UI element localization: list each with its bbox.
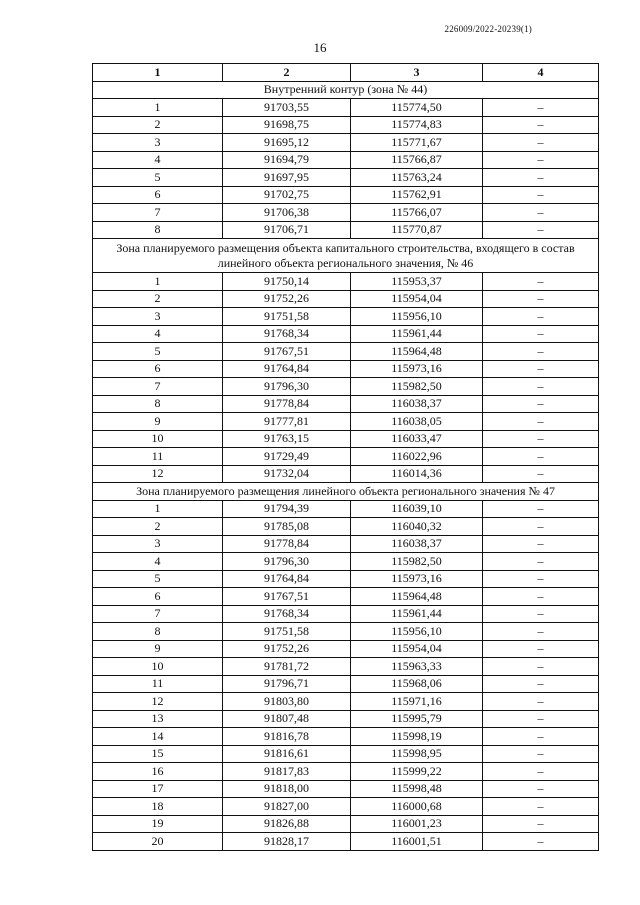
point-number-cell: 6 [93,360,223,378]
table-row [93,204,599,222]
note-cell: – [483,710,599,728]
x-coordinate-cell: 91778,84 [223,535,351,553]
note-cell: – [483,273,599,291]
table-row [93,798,599,816]
note-cell: – [483,116,599,134]
note-cell: – [483,290,599,308]
note-cell: – [483,308,599,326]
header-cell: 4 [483,64,599,82]
table-row [93,448,599,466]
note-cell: – [483,343,599,361]
point-number-cell: 12 [93,465,223,483]
point-number-cell: 3 [93,535,223,553]
x-coordinate-cell: 91796,71 [223,675,351,693]
document-id: 226009/2022-20239(1) [444,24,532,34]
note-cell: – [483,815,599,833]
x-coordinate-cell: 91703,55 [223,99,351,117]
x-coordinate-cell: 91752,26 [223,640,351,658]
x-coordinate-cell: 91767,51 [223,588,351,606]
point-number-cell: 8 [93,395,223,413]
note-cell: – [483,430,599,448]
y-coordinate-cell: 115999,22 [351,763,483,781]
x-coordinate-cell: 91816,78 [223,728,351,746]
table-row [93,658,599,676]
table-row [93,605,599,623]
y-coordinate-cell: 115956,10 [351,623,483,641]
note-cell: – [483,204,599,222]
table-row [93,815,599,833]
table-row [93,570,599,588]
table-row [93,430,599,448]
table-row [93,99,599,117]
x-coordinate-cell: 91796,30 [223,553,351,571]
y-coordinate-cell: 116038,05 [351,413,483,431]
note-cell: – [483,518,599,536]
y-coordinate-cell: 115964,48 [351,343,483,361]
point-number-cell: 17 [93,780,223,798]
note-cell: – [483,763,599,781]
point-number-cell: 2 [93,518,223,536]
table-row [93,535,599,553]
y-coordinate-cell: 115971,16 [351,693,483,711]
x-coordinate-cell: 91732,04 [223,465,351,483]
note-cell: – [483,151,599,169]
table-row [93,710,599,728]
section-title: Зона планируемого размещения объекта капитального строительства, входящего в состав линейного объекта регионального значения, № 46 [93,239,599,273]
point-number-cell: 1 [93,500,223,518]
table-row [93,221,599,239]
x-coordinate-cell: 91764,84 [223,360,351,378]
x-coordinate-cell: 91729,49 [223,448,351,466]
point-number-cell: 7 [93,378,223,396]
point-number-cell: 2 [93,116,223,134]
note-cell: – [483,465,599,483]
point-number-cell: 10 [93,430,223,448]
point-number-cell: 7 [93,204,223,222]
table-row [93,290,599,308]
y-coordinate-cell: 115956,10 [351,308,483,326]
y-coordinate-cell: 116038,37 [351,395,483,413]
x-coordinate-cell: 91817,83 [223,763,351,781]
table-row [93,308,599,326]
table-row [93,378,599,396]
note-cell: – [483,378,599,396]
x-coordinate-cell: 91768,34 [223,605,351,623]
y-coordinate-cell: 115953,37 [351,273,483,291]
table-row [93,745,599,763]
table-row [93,675,599,693]
y-coordinate-cell: 115770,87 [351,221,483,239]
x-coordinate-cell: 91697,95 [223,169,351,187]
note-cell: – [483,99,599,117]
y-coordinate-cell: 115998,19 [351,728,483,746]
table-row [93,413,599,431]
note-cell: – [483,535,599,553]
y-coordinate-cell: 115995,79 [351,710,483,728]
point-number-cell: 3 [93,134,223,152]
y-coordinate-cell: 116040,32 [351,518,483,536]
x-coordinate-cell: 91778,84 [223,395,351,413]
table-row [93,763,599,781]
point-number-cell: 15 [93,745,223,763]
table-row [93,693,599,711]
y-coordinate-cell: 115973,16 [351,570,483,588]
y-coordinate-cell: 115961,44 [351,325,483,343]
point-number-cell: 8 [93,221,223,239]
point-number-cell: 1 [93,273,223,291]
note-cell: – [483,186,599,204]
header-cell: 3 [351,64,483,82]
x-coordinate-cell: 91764,84 [223,570,351,588]
x-coordinate-cell: 91818,00 [223,780,351,798]
section-title-row [93,239,599,273]
table-row [93,360,599,378]
table-row [93,553,599,571]
y-coordinate-cell: 115964,48 [351,588,483,606]
y-coordinate-cell: 115954,04 [351,640,483,658]
x-coordinate-cell: 91706,71 [223,221,351,239]
point-number-cell: 1 [93,99,223,117]
point-number-cell: 3 [93,308,223,326]
point-number-cell: 6 [93,186,223,204]
table-row [93,833,599,851]
y-coordinate-cell: 116001,51 [351,833,483,851]
point-number-cell: 4 [93,151,223,169]
point-number-cell: 20 [93,833,223,851]
x-coordinate-cell: 91702,75 [223,186,351,204]
note-cell: – [483,588,599,606]
x-coordinate-cell: 91781,72 [223,658,351,676]
note-cell: – [483,623,599,641]
y-coordinate-cell: 115766,07 [351,204,483,222]
header-cell: 2 [223,64,351,82]
point-number-cell: 5 [93,169,223,187]
x-coordinate-cell: 91768,34 [223,325,351,343]
x-coordinate-cell: 91826,88 [223,815,351,833]
y-coordinate-cell: 116033,47 [351,430,483,448]
x-coordinate-cell: 91751,58 [223,623,351,641]
table-row [93,273,599,291]
y-coordinate-cell: 116038,37 [351,535,483,553]
point-number-cell: 7 [93,605,223,623]
y-coordinate-cell: 115762,91 [351,186,483,204]
x-coordinate-cell: 91767,51 [223,343,351,361]
y-coordinate-cell: 115998,48 [351,780,483,798]
note-cell: – [483,448,599,466]
note-cell: – [483,798,599,816]
x-coordinate-cell: 91803,80 [223,693,351,711]
section-title-row [93,483,599,501]
y-coordinate-cell: 115766,87 [351,151,483,169]
y-coordinate-cell: 115982,50 [351,553,483,571]
y-coordinate-cell: 115998,95 [351,745,483,763]
table-row [93,518,599,536]
table-row [93,343,599,361]
table-row [93,395,599,413]
point-number-cell: 4 [93,553,223,571]
point-number-cell: 19 [93,815,223,833]
table-row [93,588,599,606]
note-cell: – [483,221,599,239]
note-cell: – [483,134,599,152]
table-row [93,134,599,152]
point-number-cell: 18 [93,798,223,816]
note-cell: – [483,780,599,798]
table-row [93,500,599,518]
x-coordinate-cell: 91816,61 [223,745,351,763]
section-title: Внутренний контур (зона № 44) [93,81,599,99]
header-cell: 1 [93,64,223,82]
note-cell: – [483,360,599,378]
point-number-cell: 9 [93,413,223,431]
x-coordinate-cell: 91828,17 [223,833,351,851]
point-number-cell: 16 [93,763,223,781]
y-coordinate-cell: 115982,50 [351,378,483,396]
y-coordinate-cell: 116039,10 [351,500,483,518]
note-cell: – [483,325,599,343]
x-coordinate-cell: 91796,30 [223,378,351,396]
x-coordinate-cell: 91750,14 [223,273,351,291]
note-cell: – [483,658,599,676]
note-cell: – [483,693,599,711]
note-cell: – [483,570,599,588]
note-cell: – [483,395,599,413]
point-number-cell: 6 [93,588,223,606]
point-number-cell: 5 [93,570,223,588]
table-row [93,623,599,641]
note-cell: – [483,413,599,431]
point-number-cell: 4 [93,325,223,343]
y-coordinate-cell: 115774,83 [351,116,483,134]
y-coordinate-cell: 116014,36 [351,465,483,483]
note-cell: – [483,500,599,518]
x-coordinate-cell: 91695,12 [223,134,351,152]
x-coordinate-cell: 91763,15 [223,430,351,448]
point-number-cell: 2 [93,290,223,308]
x-coordinate-cell: 91694,79 [223,151,351,169]
section-title-row [93,81,599,99]
y-coordinate-cell: 115774,50 [351,99,483,117]
table-body [93,81,599,850]
note-cell: – [483,745,599,763]
x-coordinate-cell: 91777,81 [223,413,351,431]
y-coordinate-cell: 115771,67 [351,134,483,152]
point-number-cell: 9 [93,640,223,658]
header-row [93,64,599,82]
table-row [93,465,599,483]
x-coordinate-cell: 91706,38 [223,204,351,222]
note-cell: – [483,728,599,746]
coordinates-table [92,63,599,851]
y-coordinate-cell: 115973,16 [351,360,483,378]
table-row [93,325,599,343]
x-coordinate-cell: 91698,75 [223,116,351,134]
point-number-cell: 13 [93,710,223,728]
note-cell: – [483,169,599,187]
note-cell: – [483,553,599,571]
x-coordinate-cell: 91752,26 [223,290,351,308]
x-coordinate-cell: 91827,00 [223,798,351,816]
note-cell: – [483,833,599,851]
note-cell: – [483,675,599,693]
x-coordinate-cell: 91807,48 [223,710,351,728]
point-number-cell: 11 [93,675,223,693]
point-number-cell: 10 [93,658,223,676]
y-coordinate-cell: 116022,96 [351,448,483,466]
page-number: 16 [313,40,327,55]
table-row [93,780,599,798]
table-row [93,186,599,204]
section-title: Зона планируемого размещения линейного объекта регионального значения № 47 [93,483,599,501]
x-coordinate-cell: 91785,08 [223,518,351,536]
y-coordinate-cell: 115968,06 [351,675,483,693]
note-cell: – [483,605,599,623]
point-number-cell: 5 [93,343,223,361]
y-coordinate-cell: 115763,24 [351,169,483,187]
x-coordinate-cell: 91794,39 [223,500,351,518]
table-row [93,640,599,658]
y-coordinate-cell: 115954,04 [351,290,483,308]
note-cell: – [483,640,599,658]
x-coordinate-cell: 91751,58 [223,308,351,326]
table-row [93,728,599,746]
table-row [93,169,599,187]
point-number-cell: 12 [93,693,223,711]
point-number-cell: 8 [93,623,223,641]
table-row [93,151,599,169]
y-coordinate-cell: 115961,44 [351,605,483,623]
y-coordinate-cell: 116001,23 [351,815,483,833]
table-row [93,116,599,134]
y-coordinate-cell: 116000,68 [351,798,483,816]
y-coordinate-cell: 115963,33 [351,658,483,676]
point-number-cell: 14 [93,728,223,746]
point-number-cell: 11 [93,448,223,466]
